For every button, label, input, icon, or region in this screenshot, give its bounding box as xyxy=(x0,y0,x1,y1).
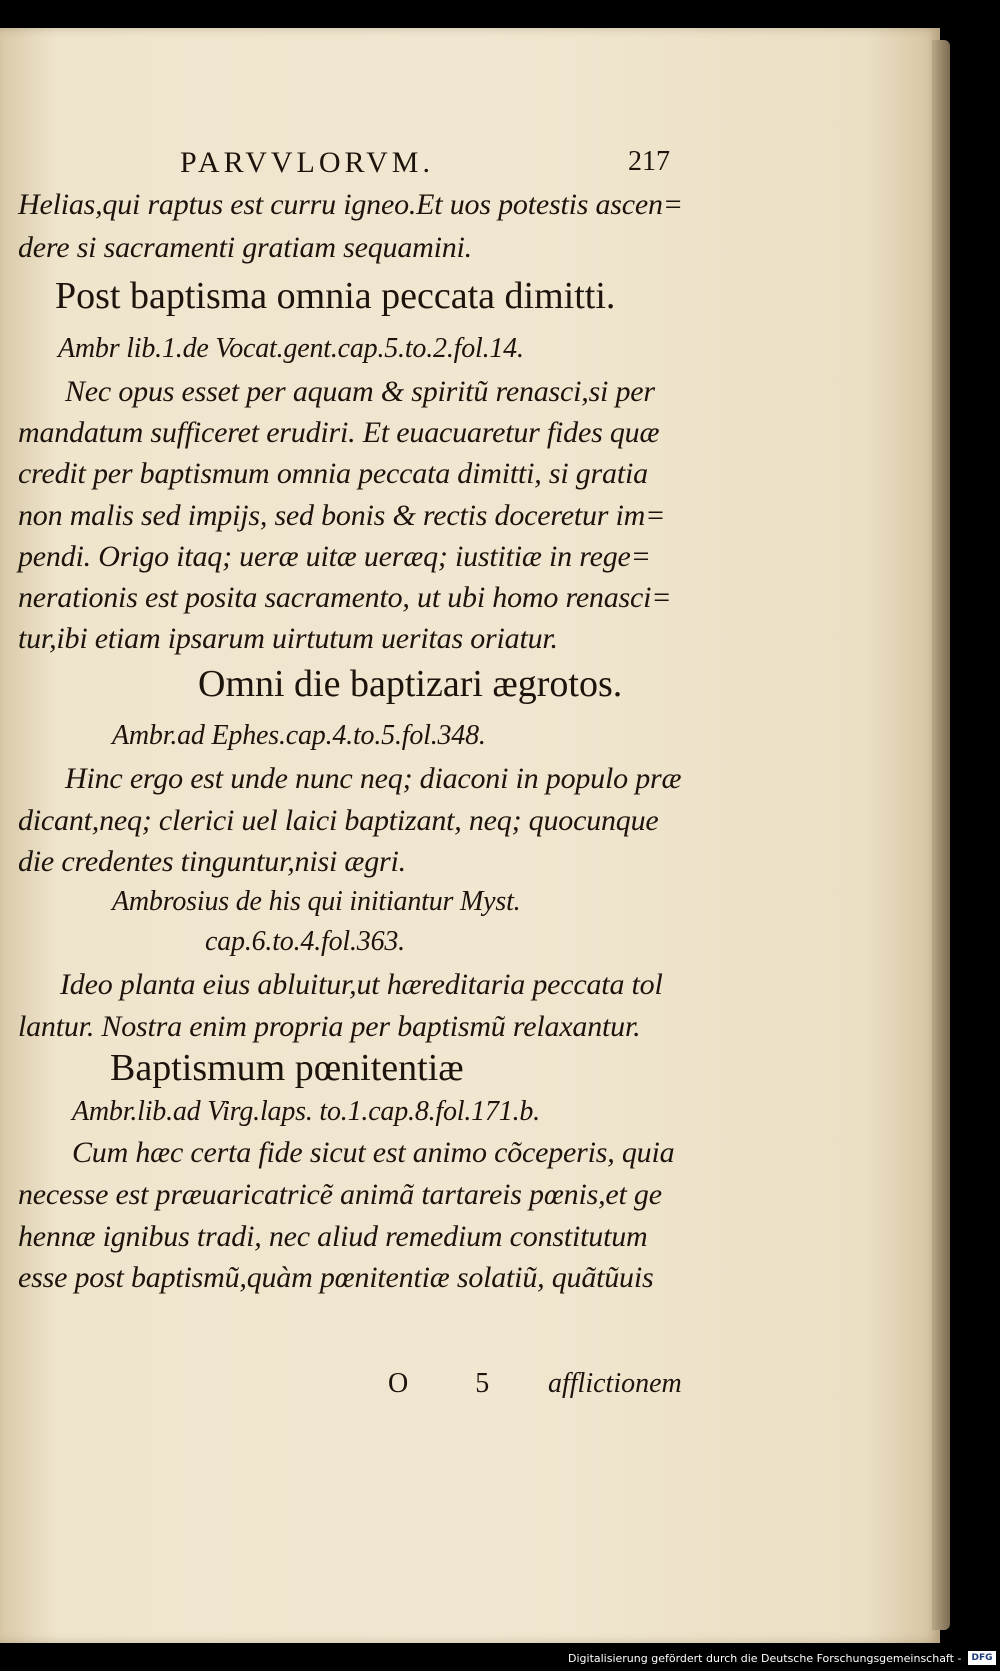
text-line: mandatum sufficeret erudiri. Et euacuaretur fides quæ xyxy=(18,416,660,449)
text-line: pendi. Origo itaq; ueræ uitæ ueræq; iustitiæ in rege= xyxy=(18,540,651,573)
citation: Ambr.ad Ephes.cap.4.to.5.fol.348. xyxy=(112,720,486,751)
text-line: Cum hæc certa fide sicut est animo cõceperis, quia xyxy=(72,1136,675,1169)
text-line: Ideo planta eius abluitur,ut hæreditaria peccata tol xyxy=(60,968,663,1001)
section-heading: Post baptisma omnia peccata dimitti. xyxy=(55,275,616,317)
catchword: afflictionem xyxy=(548,1368,682,1399)
citation: Ambrosius de his qui initiantur Myst. xyxy=(112,886,521,917)
text-line: dere si sacramenti gratiam sequamini. xyxy=(18,231,472,264)
text-line: tur,ibi etiam ipsarum uirtutum ueritas oriatur. xyxy=(18,622,558,655)
text-line: credit per baptismum omnia peccata dimitti, si gratia xyxy=(18,457,648,490)
citation: Ambr lib.1.de Vocat.gent.cap.5.to.2.fol.14. xyxy=(58,333,524,364)
citation: Ambr.lib.ad Virg.laps. to.1.cap.8.fol.171.b. xyxy=(72,1096,540,1127)
text-line: necesse est præuaricatricẽ animã tartareis pœnis,et ge xyxy=(18,1178,662,1211)
page-number: 217 xyxy=(628,146,670,177)
text-line: Nec opus esset per aquam & spiritũ renasci,si per xyxy=(65,375,655,408)
dfg-logo: DFG xyxy=(968,1651,996,1665)
section-heading: Baptismum pœnitentiæ xyxy=(110,1047,464,1089)
text-line: Hinc ergo est unde nunc neq; diaconi in populo præ xyxy=(65,762,682,795)
signature-mark: O 5 xyxy=(388,1368,520,1399)
page-edge xyxy=(932,40,950,1630)
text-line: esse post baptismũ,quàm pœnitentiæ solatiũ, quãtũuis xyxy=(18,1261,654,1294)
book-page xyxy=(0,28,940,1643)
text-line: dicant,neq; clerici uel laici baptizant, neq; quocunque xyxy=(18,804,659,837)
citation: cap.6.to.4.fol.363. xyxy=(205,926,405,957)
text-line: hennæ ignibus tradi, nec aliud remedium constitutum xyxy=(18,1220,648,1253)
running-title: PARVVLORVM. xyxy=(180,146,434,179)
text-line: Helias,qui raptus est curru igneo.Et uos potestis ascen= xyxy=(18,188,683,221)
text-line: non malis sed impijs, sed bonis & rectis doceretur im= xyxy=(18,499,666,532)
text-line: nerationis est posita sacramento, ut ubi homo renasci= xyxy=(18,581,672,614)
text-line: die credentes tinguntur,nisi ægri. xyxy=(18,845,406,878)
section-heading: Omni die baptizari ægrotos. xyxy=(198,663,623,705)
digitization-credit: Digitalisierung gefördert durch die Deutsche Forschungsgemeinschaft - xyxy=(568,1652,962,1665)
text-line: lantur. Nostra enim propria per baptismũ relaxantur. xyxy=(18,1010,641,1043)
